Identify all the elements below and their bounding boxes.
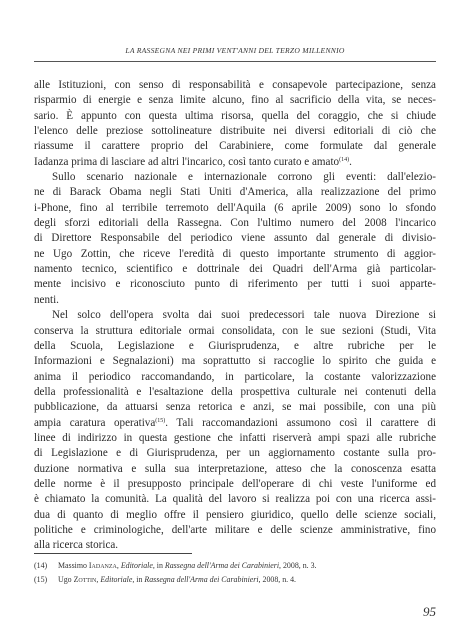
page-number: 95 (423, 604, 436, 619)
line-text: anima il periodico raccomandando, in particolare, la costante valorizzazione (34, 370, 436, 383)
text-line (34, 538, 436, 553)
line-text: namento tecnico, scientifico e dottrinale dei Quadri dell'Arma già particolar- (34, 263, 436, 276)
text-line (34, 262, 436, 277)
footnote-title: Editoriale (100, 574, 133, 584)
footnote-author-last: Iadanza (88, 561, 117, 570)
line-text: riassume il carattere proprio del Carabiniere, come formulate dal generale (34, 140, 436, 153)
text-line (34, 109, 436, 124)
footnote-rule (34, 553, 192, 554)
line-text: politiche e criminologiche, dell'arte militare e delle scienze amministrative, fino (34, 523, 436, 536)
footnote-citation-rest: , 2008, n. 4. (258, 574, 297, 584)
text-line (34, 446, 436, 461)
text-line (34, 93, 436, 108)
line-text: linee di indirizzo in questa gestione che infatti riserverà ampi spazi alle rubriche (34, 431, 436, 444)
text-line (34, 385, 436, 400)
body-text (34, 78, 436, 554)
line-text: i-Phone, fino al terribile terremoto dell'Aquila (6 aprile 2009) sono lo sfondo (34, 201, 436, 214)
text-line (34, 139, 436, 154)
line-text: Iadanza prima di lasciare ad altri l'incarico, così tanto curato e amato (34, 155, 340, 168)
line-text: risparmio di energie e senza limite alcuno, fino al sacrificio della vita, se neces- (34, 94, 436, 107)
text-line (34, 277, 436, 292)
text-line (34, 324, 436, 339)
text-line (34, 155, 436, 170)
running-head: LA RASSEGNA NEI PRIMI VENT'ANNI DEL TERZO MILLENNIO (125, 46, 345, 55)
line-text: delle norme è il presupposto principale dell'operare di chi veste l'uniforme ed (34, 477, 436, 490)
footnote (34, 559, 436, 573)
line-text: degli sforzi editoriali della Rassegna. Con l'ultimo numero del 2008 l'incarico (34, 217, 436, 230)
footnote-journal: Rassegna dell'Arma dei Carabinieri (164, 561, 280, 570)
line-text-tail: . (349, 155, 352, 168)
text-line (34, 523, 436, 538)
text-line (34, 354, 436, 369)
text-line (34, 492, 436, 507)
footnote-separator: , in (152, 561, 165, 570)
text-line (34, 462, 436, 477)
line-text: l'elenco delle preziose sottolineature distribuite nei diversi editoriali di ciò che (34, 125, 436, 138)
line-text: Nel solco dell'opera svolta dai suoi predecessori tale nuova Direzione si (52, 309, 436, 322)
footnote-citation-rest: , 2008, n. 3. (279, 561, 317, 570)
text-line (34, 247, 436, 262)
line-text: alla ricerca storica. (34, 539, 119, 552)
footnote-separator: , (96, 574, 101, 584)
footnote-reference: (15) (155, 417, 166, 424)
footnote-number: (14) (34, 561, 48, 570)
text-line (34, 231, 436, 246)
line-text: della Scuola, Legislazione e Giurisprudenza, e altre rubriche per le (34, 339, 436, 352)
text-line (34, 477, 436, 492)
footnote-separator: , in (132, 574, 145, 584)
text-line (34, 431, 436, 446)
text-line (34, 201, 436, 216)
text-line (34, 124, 436, 139)
text-line (34, 370, 436, 385)
line-text: Informazioni e Segnalazioni) ma soprattutto si raccoglie lo spirito che guida e (34, 355, 436, 368)
footnote-title: Editoriale (120, 561, 153, 570)
line-text: di Direttore Responsabile del periodico viene assunto dal generale di divisio- (34, 232, 436, 245)
footnote (34, 573, 436, 587)
text-line (34, 416, 436, 431)
text-line (34, 400, 436, 415)
line-text: di Legislazione e di Giurisprudenza, per un aggiornamento costante sulla pro- (34, 447, 436, 460)
line-text: pubblicazione, da attuarsi senza retorica e anzi, se mai possibile, con una più (34, 401, 436, 414)
footnotes (34, 559, 436, 586)
text-line (34, 308, 436, 323)
footnote-author-first: Ugo (58, 574, 72, 584)
footnote-separator: , (116, 561, 121, 570)
footnote-journal: Rassegna dell'Arma dei Carabinieri (144, 574, 259, 584)
line-text: della professionalità e l'esaltazione della prospettiva culturale nei contenuti della (34, 385, 436, 398)
footnote-author-first: Massimo (58, 561, 87, 570)
line-text: dua di quanto di meglio offre il pensiero giuridico, quello delle scienze sociali, (34, 508, 436, 521)
line-text: sario. È appunto con questa ultima risorsa, quella del coraggio, che si chiude (34, 109, 436, 122)
text-line (34, 293, 436, 308)
line-text: duzione normativa e sulla sua interpretazione, atteso che la conoscenza esatta (34, 462, 436, 475)
line-text: nenti. (34, 293, 59, 306)
text-line (34, 508, 436, 523)
line-text: mente incisivo e riconosciuto punto di riferimento per tutti i suoi apparte- (34, 278, 436, 291)
text-line (34, 185, 436, 200)
line-text: alle Istituzioni, con senso di responsabilità e consapevole partecipazione, senza (34, 79, 436, 91)
line-text: conserva la struttura editoriale ormai consolidata, con le sue sezioni (Studi, Vita (34, 324, 436, 337)
header-rule (34, 61, 436, 62)
footnote-reference: (14) (339, 156, 350, 163)
line-text: Sullo scenario nazionale e internazionale corrono gli eventi: dall'elezio- (52, 171, 436, 184)
line-text: è chiamato la comunità. La qualità del lavoro si realizza poi con una ricerca assi- (34, 493, 436, 506)
line-text: ampia caratura operativa (34, 416, 156, 429)
footnote-author-last: Zottin (73, 574, 97, 584)
text-line (34, 78, 436, 93)
footnote-number: (15) (34, 574, 48, 584)
line-text: ne Ugo Zottin, che riceve l'eredità di questo importante strumento di aggior- (34, 247, 436, 260)
line-text: ne di Barack Obama negli Stati Uniti d'America, alla realizzazione del primo (34, 186, 436, 199)
text-line (34, 170, 436, 185)
line-text-tail: . Tali raccomandazioni assumono così il carattere di (165, 416, 436, 429)
text-line (34, 216, 436, 231)
text-line (34, 339, 436, 354)
